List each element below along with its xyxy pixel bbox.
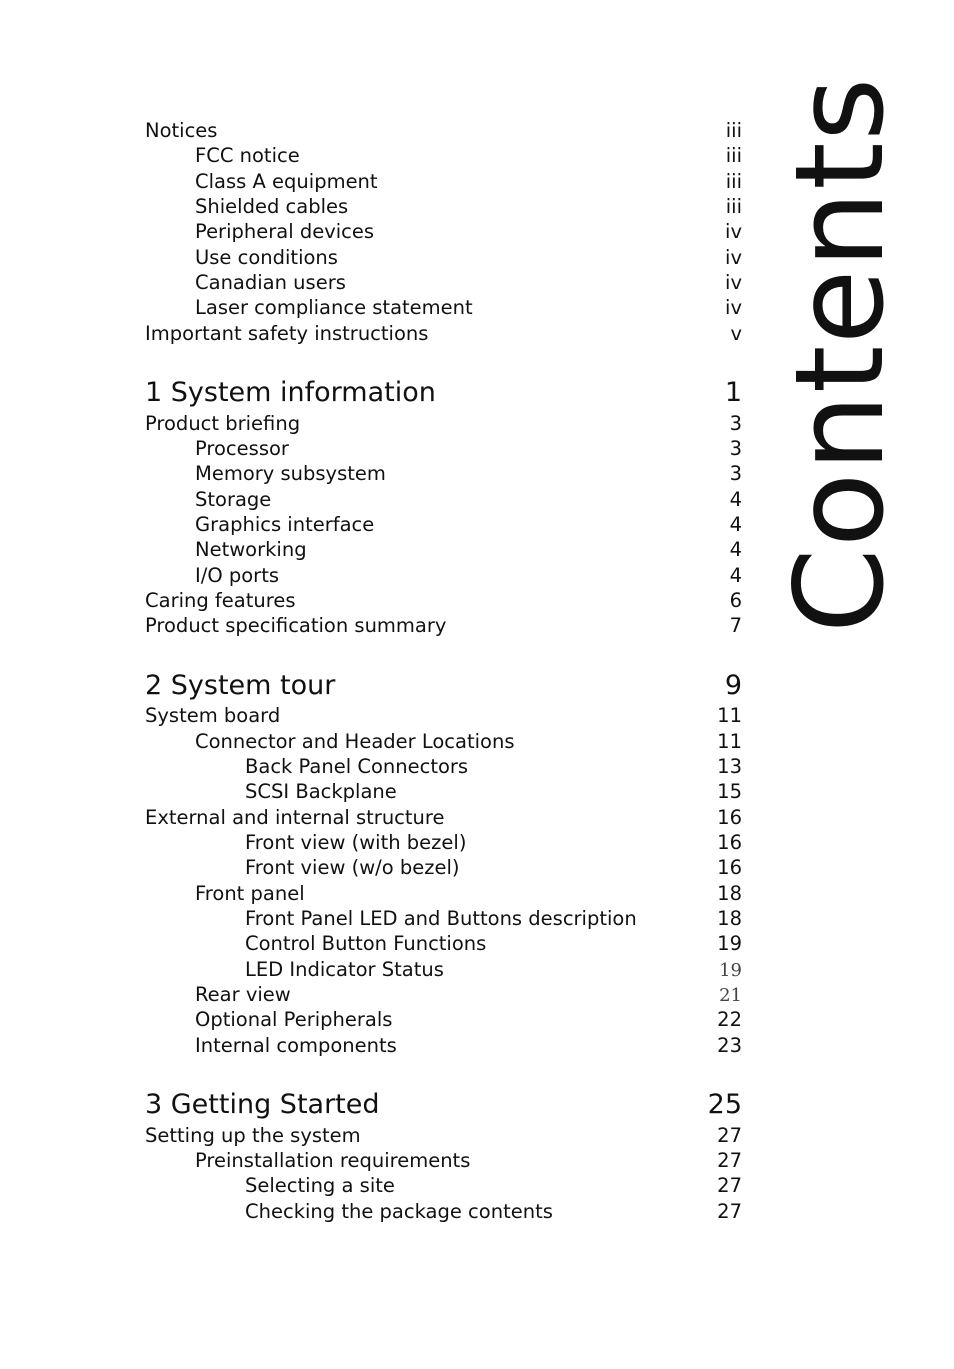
toc-entry-title: Class A equipment — [195, 170, 378, 193]
toc-entry-title: Storage — [195, 488, 272, 511]
toc-entry-title: Control Button Functions — [245, 932, 487, 955]
toc-entry-title: Connector and Header Locations — [195, 730, 515, 753]
toc-entry-page-number: 4 — [729, 488, 742, 511]
toc-entry[interactable] — [145, 1008, 742, 1032]
toc-entry-page-number: 3 — [729, 437, 742, 460]
toc-entry[interactable] — [145, 704, 742, 728]
toc-entry-title: SCSI Backplane — [245, 780, 397, 803]
toc-entry-page-number: iii — [725, 144, 742, 167]
toc-entry-title: Shielded cables — [195, 195, 349, 218]
toc-entry-title: Rear view — [195, 983, 291, 1006]
toc-entry[interactable] — [145, 780, 742, 804]
toc-entry-title: FCC notice — [195, 144, 300, 167]
toc-entry-title: System board — [145, 704, 281, 727]
toc-entry[interactable] — [145, 882, 742, 906]
toc-entry-page-number: 16 — [717, 806, 742, 829]
toc-entry-title: External and internal structure — [145, 806, 445, 829]
contents-heading-text: Contents — [769, 76, 911, 634]
toc-entry-page-number: iv — [725, 296, 742, 319]
toc-entry[interactable] — [145, 220, 742, 244]
toc-entry-title: Product briefing — [145, 412, 301, 435]
toc-entry-page-number: 4 — [729, 564, 742, 587]
toc-entry-title: Memory subsystem — [195, 462, 386, 485]
toc-entry[interactable] — [145, 437, 742, 461]
toc-entry-title: Processor — [195, 437, 289, 460]
toc-entry-page-number: iii — [725, 170, 742, 193]
toc-entry-page-number: 7 — [729, 614, 742, 637]
chapter-entry[interactable] — [145, 377, 742, 409]
toc-entry[interactable] — [145, 170, 742, 194]
toc-entry[interactable] — [145, 806, 742, 830]
toc-entry-page-number: 16 — [717, 856, 742, 879]
toc-entry-page-number: 22 — [717, 1008, 742, 1031]
toc-entry-page-number: 27 — [717, 1174, 742, 1197]
toc-entry[interactable] — [145, 488, 742, 512]
toc-entry-title: 2 System tour — [145, 670, 336, 701]
toc-entry-page-number: 23 — [717, 1034, 742, 1057]
toc-entry-title: Front view (with bezel) — [245, 831, 467, 854]
toc-entry[interactable] — [145, 1200, 742, 1224]
toc-entry[interactable] — [145, 564, 742, 588]
toc-entry-title: Optional Peripherals — [195, 1008, 393, 1031]
toc-entry-title: Canadian users — [195, 271, 346, 294]
toc-entry-title: Front panel — [195, 882, 305, 905]
toc-entry-page-number: 9 — [724, 670, 742, 701]
toc-entry-page-number: v — [730, 322, 742, 345]
toc-entry-page-number: 25 — [707, 1089, 742, 1120]
toc-entry-title: 1 System information — [145, 377, 436, 408]
toc-entry[interactable] — [145, 119, 742, 143]
toc-entry-page-number: 19 — [719, 960, 742, 981]
toc-entry-page-number: 13 — [717, 755, 742, 778]
toc-entry-page-number: 19 — [717, 932, 742, 955]
toc-entry-page-number: iii — [725, 195, 742, 218]
toc-entry-page-number: 11 — [717, 730, 742, 753]
toc-entry-page-number: 18 — [717, 907, 742, 930]
toc-entry[interactable] — [145, 1034, 742, 1058]
toc-entry-page-number: 27 — [717, 1124, 742, 1147]
toc-entry-page-number: 3 — [729, 462, 742, 485]
toc-entry[interactable] — [145, 856, 742, 880]
toc-entry-title: Internal components — [195, 1034, 397, 1057]
toc-entry-title: Use conditions — [195, 246, 338, 269]
toc-entry-page-number: 3 — [729, 412, 742, 435]
toc-entry[interactable] — [145, 831, 742, 855]
toc-entry-page-number: 16 — [717, 831, 742, 854]
toc-entry[interactable] — [145, 589, 742, 613]
toc-entry-title: Caring features — [145, 589, 296, 612]
toc-entry[interactable] — [145, 1149, 742, 1173]
toc-entry-page-number: 21 — [719, 985, 742, 1006]
toc-entry[interactable] — [145, 730, 742, 754]
toc-entry[interactable] — [145, 1124, 742, 1148]
toc-entry-page-number: 6 — [729, 589, 742, 612]
toc-entry[interactable] — [145, 932, 742, 956]
toc-entry-title: Selecting a site — [245, 1174, 395, 1197]
toc-entry[interactable] — [145, 271, 742, 295]
toc-entry-title: Product specification summary — [145, 614, 447, 637]
toc-entry-page-number: 27 — [717, 1200, 742, 1223]
toc-entry-page-number: 27 — [717, 1149, 742, 1172]
toc-entry-title: Front Panel LED and Buttons description — [245, 907, 637, 930]
toc-entry-title: Back Panel Connectors — [245, 755, 469, 778]
toc-entry[interactable] — [145, 322, 742, 346]
toc-entry[interactable] — [145, 958, 742, 983]
toc-entry[interactable] — [145, 462, 742, 486]
toc-entry[interactable] — [145, 614, 742, 638]
toc-entry-title: Checking the package contents — [245, 1200, 553, 1223]
toc-entry-page-number: 18 — [717, 882, 742, 905]
toc-entry-title: I/O ports — [195, 564, 279, 587]
toc-entry[interactable] — [145, 296, 742, 320]
toc-entry[interactable] — [145, 538, 742, 562]
toc-entry[interactable] — [145, 755, 742, 779]
toc-entry-page-number: 11 — [717, 704, 742, 727]
toc-entry[interactable] — [145, 983, 742, 1008]
toc-entry-page-number: iv — [725, 246, 742, 269]
toc-entry-title: Notices — [145, 119, 218, 142]
toc-entry-title: 3 Getting Started — [145, 1089, 380, 1120]
chapter-entry[interactable] — [145, 1089, 742, 1121]
toc-entry-page-number: 15 — [717, 780, 742, 803]
toc-entry-page-number: 4 — [729, 538, 742, 561]
toc-entry-page-number: iv — [725, 271, 742, 294]
toc-entry-page-number: 4 — [729, 513, 742, 536]
toc-entry[interactable] — [145, 144, 742, 168]
toc-entry[interactable] — [145, 907, 742, 931]
toc-entry[interactable] — [145, 246, 742, 270]
toc-entry-page-number: iv — [725, 220, 742, 243]
toc-entry[interactable] — [145, 195, 742, 219]
toc-entry[interactable] — [145, 1174, 742, 1198]
toc-entry[interactable] — [145, 412, 742, 436]
toc-entry-title: Setting up the system — [145, 1124, 361, 1147]
toc-entry[interactable] — [145, 513, 742, 537]
toc-entry-page-number: iii — [725, 119, 742, 142]
toc-entry-title: Graphics interface — [195, 513, 375, 536]
toc-entry-title: Front view (w/o bezel) — [245, 856, 460, 879]
toc-entry-title: Laser compliance statement — [195, 296, 473, 319]
toc-entry-title: Preinstallation requirements — [195, 1149, 471, 1172]
toc-entry-page-number: 1 — [724, 377, 742, 408]
chapter-entry[interactable] — [145, 670, 742, 702]
toc-entry-title: Important safety instructions — [145, 322, 429, 345]
toc-entry-title: Networking — [195, 538, 307, 561]
toc-entry-title: Peripheral devices — [195, 220, 375, 243]
contents-heading — [769, 76, 911, 634]
toc-entry-title: LED Indicator Status — [245, 958, 444, 981]
